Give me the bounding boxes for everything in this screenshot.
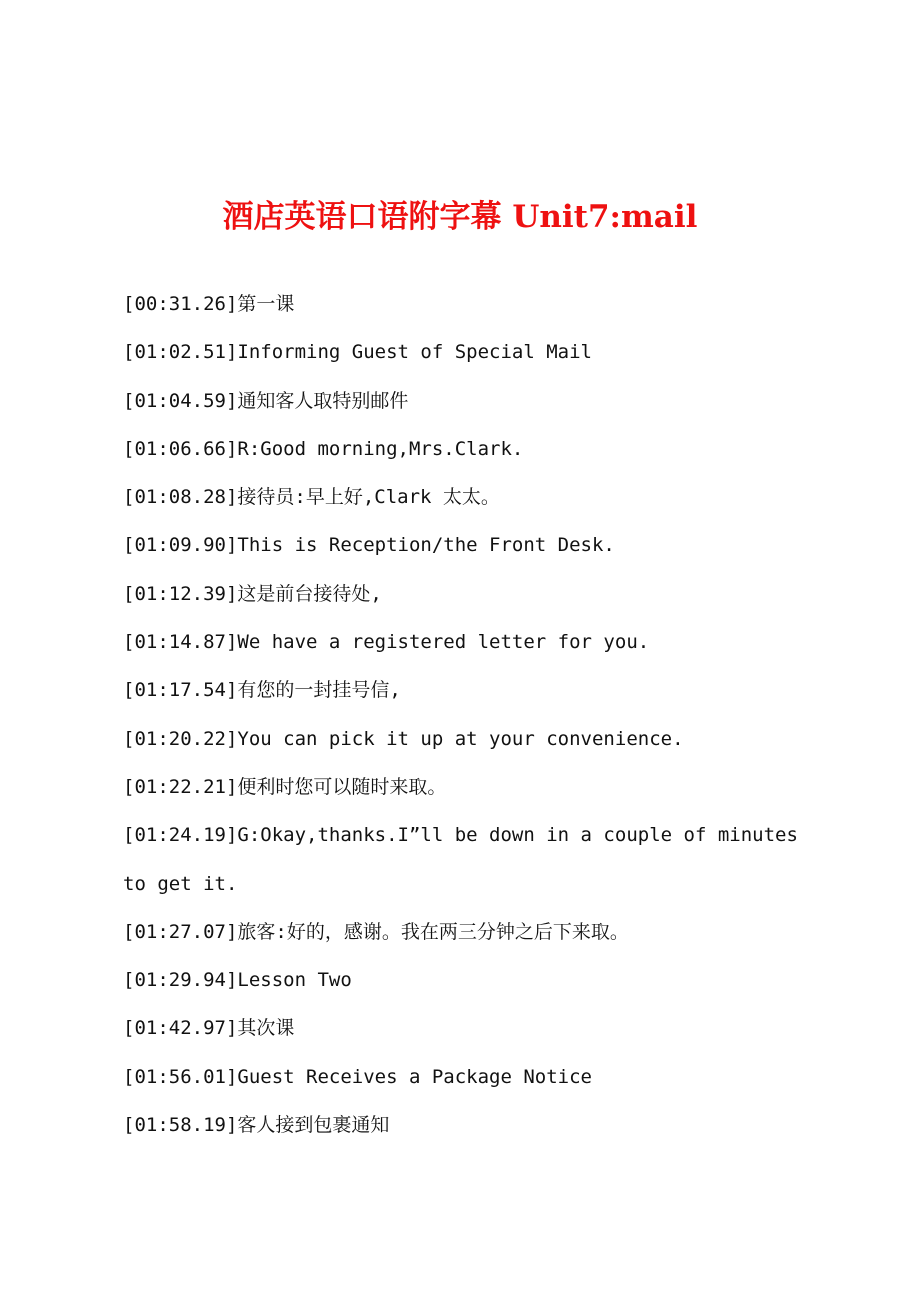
subtitle-line: [01:17.54]有您的一封挂号信, xyxy=(123,679,401,702)
subtitle-line: [01:14.87]We have a registered letter for you. xyxy=(123,631,650,654)
subtitle-line: [01:20.22]You can pick it up at your convenience. xyxy=(123,727,684,750)
subtitle-line: [01:29.94]Lesson Two xyxy=(123,969,352,992)
subtitle-line: [01:06.66]R:Good morning,Mrs.Clark. xyxy=(123,437,524,460)
subtitle-line: [00:31.26]第一课 xyxy=(123,293,295,315)
subtitle-line: [01:08.28]接待员:早上好,Clark 太太。 xyxy=(123,486,500,509)
subtitle-line: [01:56.01]Guest Receives a Package Notice xyxy=(123,1065,592,1088)
subtitle-line: [01:09.90]This is Reception/the Front Desk. xyxy=(123,534,615,557)
subtitle-line: [01:12.39]这是前台接待处, xyxy=(123,582,382,605)
subtitle-lines xyxy=(123,280,823,1149)
subtitle-line: [01:27.07]旅客:好的，感谢。我在两三分钟之后下来取。 xyxy=(123,920,629,943)
subtitle-line: [01:02.51]Informing Guest of Special Mail xyxy=(123,341,592,364)
subtitle-line: [01:42.97]其次课 xyxy=(123,1017,295,1040)
subtitle-line: [01:24.19]G:Okay,thanks.I”ll be down in a couple of minutes to get it. xyxy=(123,824,798,895)
subtitle-line: [01:04.59]通知客人取特别邮件 xyxy=(123,389,409,412)
document-title: 酒店英语口语附字幕 Unit7:mail xyxy=(222,199,698,235)
subtitle-line: [01:22.21]便利时您可以随时来取。 xyxy=(123,775,447,798)
subtitle-line: [01:58.19]客人接到包裹通知 xyxy=(123,1114,390,1137)
